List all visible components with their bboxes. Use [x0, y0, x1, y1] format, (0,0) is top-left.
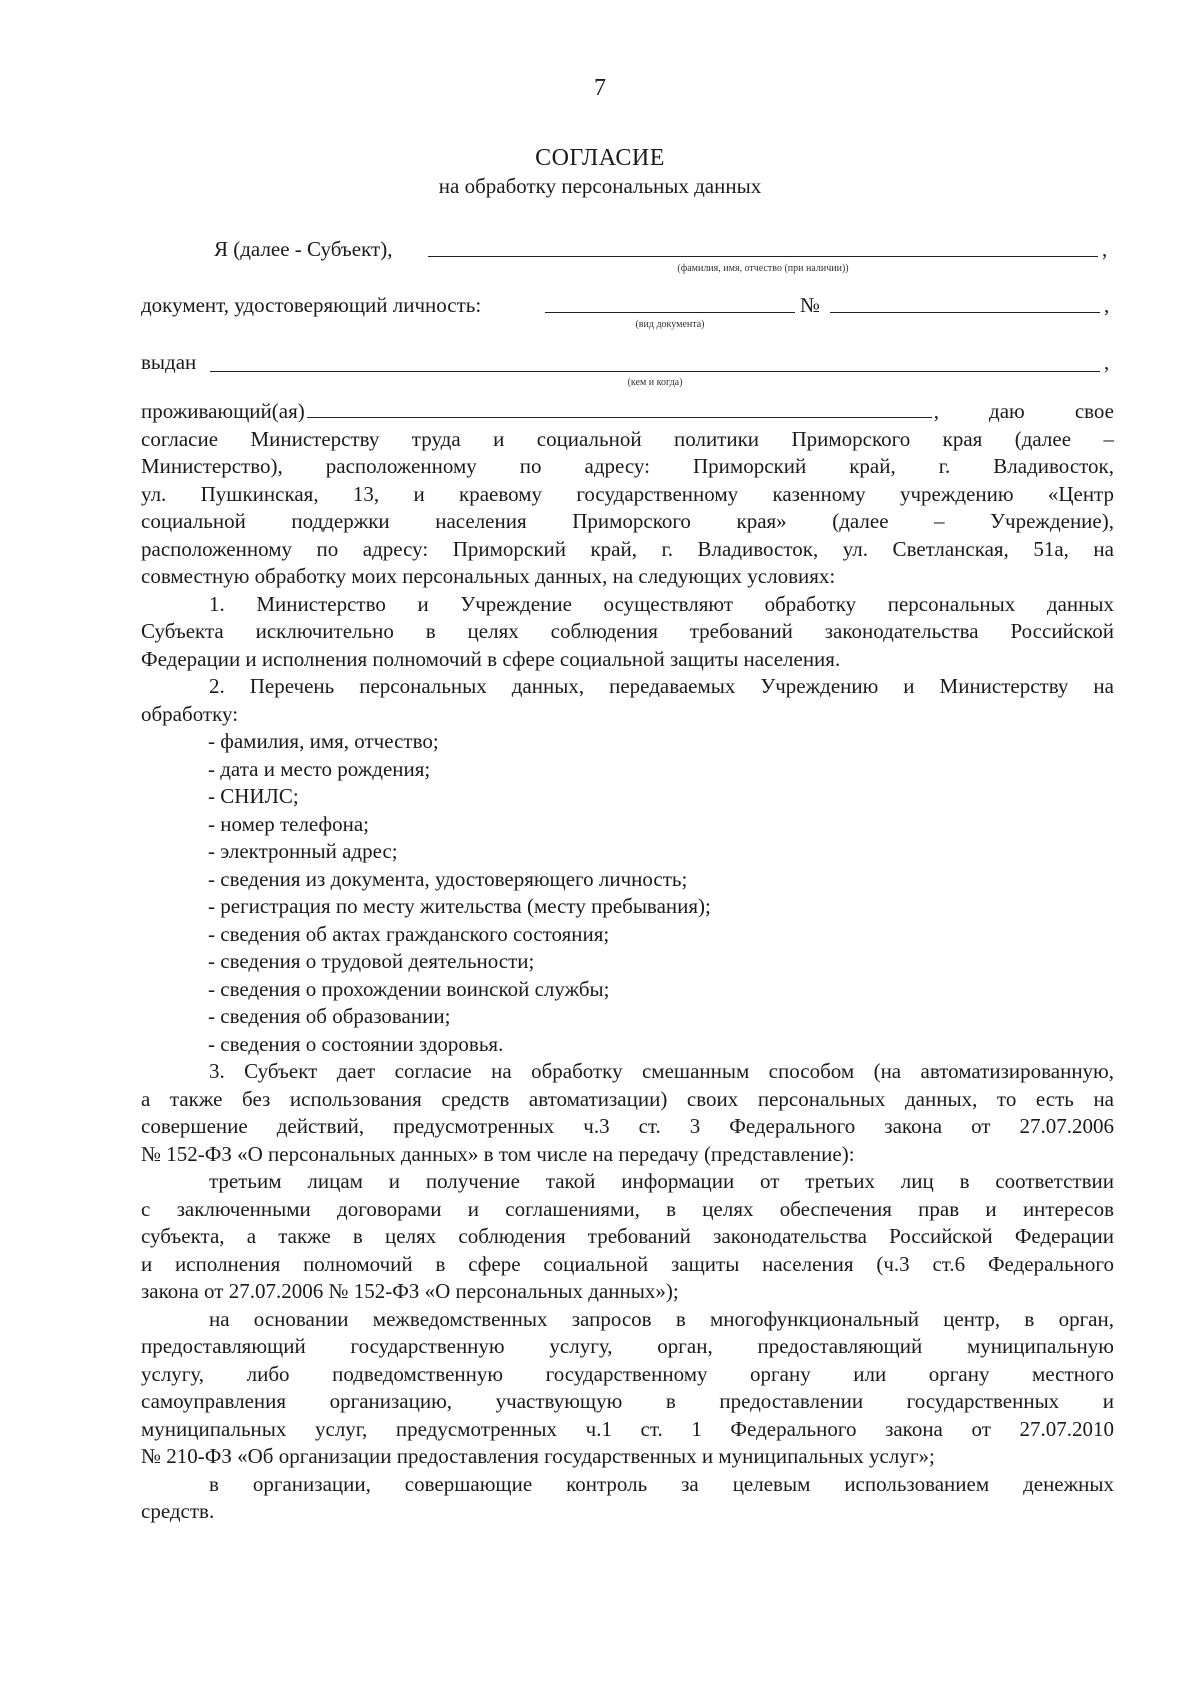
control-line: средств.	[141, 1499, 215, 1523]
issued-field[interactable]	[210, 371, 1100, 372]
resident-address-field[interactable]	[307, 399, 932, 418]
list-item: - дата и место рождения;	[208, 756, 431, 781]
number-label: №	[800, 293, 821, 317]
item2-line: 2. Перечень персональных данных, передаваемых Учреждению и Министерству на	[209, 674, 1114, 698]
doc-number-field[interactable]	[830, 312, 1100, 313]
list-item: - фамилия, имя, отчество;	[208, 729, 439, 753]
issued-hint: (кем и когда)	[627, 377, 683, 388]
intro-line: Министерство), расположенному по адресу: Приморский край, г. Владивосток,	[141, 454, 1114, 478]
item3-line: 3. Субъект дает согласие на обработку смешанным способом (на автоматизированную,	[209, 1059, 1114, 1083]
issued-comma: ,	[1104, 350, 1110, 374]
list-item: - электронный адрес;	[208, 839, 398, 863]
intro-line: ул. Пушкинская, 13, и краевому государственному казенному учреждению «Центр	[141, 481, 1114, 506]
list-item: - сведения об актах гражданского состояния;	[208, 921, 610, 946]
list-item: - сведения о прохождении воинской службы;	[208, 976, 610, 1001]
subject-name-field[interactable]	[428, 256, 1098, 257]
third-party-line: третьим лицам и получение такой информации от третьих лиц в соответствии	[209, 1169, 1114, 1193]
resident-label: проживающий(ая)	[141, 399, 305, 423]
third-party-line: закона от 27.07.2006 № 152-ФЗ «О персональных данных»);	[141, 1279, 679, 1303]
interdept-line: предоставляющий государственную услугу, орган, предоставляющий муниципальную	[141, 1334, 1114, 1358]
third-party-line: и исполнения полномочий в сфере социальной защиты населения (ч.3 ст.6 Федерального	[141, 1251, 1114, 1276]
list-item: - сведения о состоянии здоровья.	[208, 1031, 504, 1056]
list-item: - регистрация по месту жительства (месту пребывания);	[208, 894, 711, 918]
item1-line: Федерации и исполнения полномочий в сфере социальной защиты населения.	[141, 646, 841, 671]
list-item: - СНИЛС;	[208, 784, 299, 808]
resident-tail: , даю свое	[933, 399, 1114, 423]
third-party-line: с заключенными договорами и соглашениями, в целях обеспечения прав и интересов	[141, 1196, 1114, 1221]
item3-line: а также без использования средств автоматизации) своих персональных данных, то есть на	[141, 1086, 1114, 1111]
page-number: 7	[594, 75, 606, 101]
list-item: - сведения из документа, удостоверяющего личность;	[208, 866, 688, 891]
interdept-line: услугу, либо подведомственную государственному органу или органу местного	[141, 1361, 1114, 1386]
doc-hint: (вид документа)	[635, 319, 705, 330]
list-item: - номер телефона;	[208, 811, 369, 836]
doc-label: документ, удостоверяющий личность:	[141, 293, 482, 317]
item2-line: обработку:	[141, 701, 239, 726]
control-line: в организации, совершающие контроль за целевым использованием денежных	[209, 1471, 1114, 1496]
item3-line: № 152-ФЗ «О персональных данных» в том числе на передачу (представление):	[141, 1141, 855, 1166]
doc-comma: ,	[1104, 293, 1110, 317]
subject-label: Я (далее - Субъект),	[214, 237, 393, 261]
list-item: - сведения о трудовой деятельности;	[208, 949, 535, 973]
item1-line: Субъекта исключительно в целях соблюдения требований законодательства Российской	[141, 619, 1114, 643]
issued-label: выдан	[141, 350, 197, 374]
document-title: СОГЛАСИЕ	[535, 145, 665, 171]
subject-comma: ,	[1102, 237, 1108, 261]
intro-line: расположенному по адресу: Приморский край, г. Владивосток, ул. Светланская, 51а, на	[141, 536, 1114, 561]
subject-hint: (фамилия, имя, отчество (при наличии))	[677, 263, 849, 274]
interdept-line: № 210-ФЗ «Об организации предоставления государственных и муниципальных услуг»;	[141, 1444, 935, 1468]
interdept-line: самоуправления организацию, участвующую в предоставлении государственных и	[141, 1389, 1114, 1413]
item1-line: 1. Министерство и Учреждение осуществляют обработку персональных данных	[209, 591, 1114, 616]
intro-line: согласие Министерству труда и социальной политики Приморского края (далее –	[141, 426, 1114, 451]
interdept-line: муниципальных услуг, предусмотренных ч.1 ст. 1 Федерального закона от 27.07.2010	[141, 1416, 1114, 1441]
consent-body	[141, 398, 1114, 1526]
intro-line: совместную обработку моих персональных данных, на следующих условиях:	[141, 564, 836, 588]
item3-line: совершение действий, предусмотренных ч.3 ст. 3 Федерального закона от 27.07.2006	[141, 1114, 1114, 1138]
resident-line	[141, 398, 1114, 426]
document-subtitle: на обработку персональных данных	[438, 174, 762, 198]
third-party-line: субъекта, а также в целях соблюдения требований законодательства Российской Федерации	[141, 1224, 1114, 1248]
interdept-line: на основании межведомственных запросов в многофункциональный центр, в орган,	[209, 1306, 1114, 1331]
intro-line: социальной поддержки населения Приморского края» (далее – Учреждение),	[141, 509, 1114, 533]
list-item: - сведения об образовании;	[208, 1004, 451, 1028]
doc-type-field[interactable]	[545, 312, 795, 313]
